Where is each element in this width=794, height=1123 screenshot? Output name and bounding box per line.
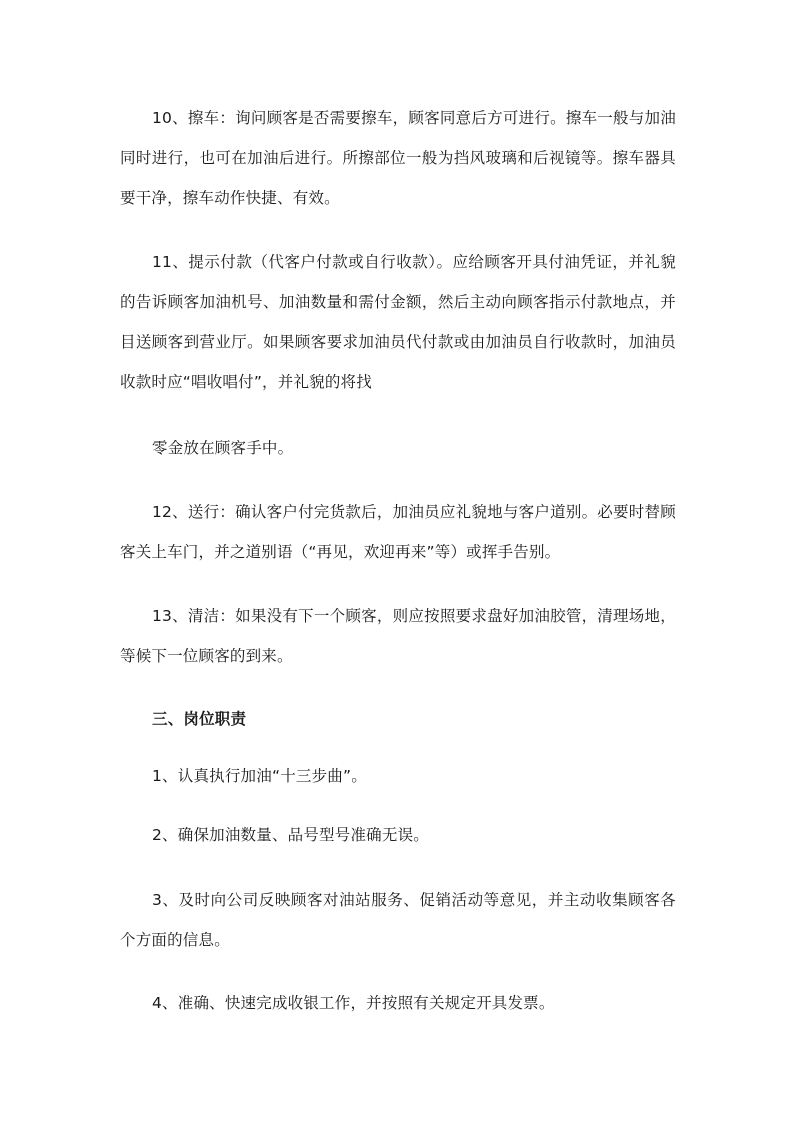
duty-item-3: 3、及时向公司反映顾客对油站服务、促销活动等意见，并主动收集顾客各个方面的信息。 xyxy=(120,891,676,949)
section-heading-job-duties: 三、岗位职责 xyxy=(152,710,247,728)
paragraph-step-13-cleanup: 13、清洁：如果没有下一个顾客，则应按照要求盘好加油胶管，清理场地，等候下一位顾客的到来。 xyxy=(120,607,676,665)
duty-item-4: 4、准确、快速完成收银工作，并按照有关规定开具发票。 xyxy=(152,994,555,1012)
paragraph-step-12-farewell: 12、送行：确认客户付完货款后，加油员应礼貌地与客户道别。必要时替顾客关上车门，并之道别语（“再见，欢迎再来”等）或挥手告别。 xyxy=(120,503,676,561)
paragraph-step-11-continued: 零金放在顾客手中。 xyxy=(152,439,294,457)
duty-item-1: 1、认真执行加油“十三步曲”。 xyxy=(152,767,367,785)
paragraph-step-10-wipe-car: 10、擦车：询问顾客是否需要擦车，顾客同意后方可进行。擦车一般与加油同时进行，也可在加油后进行。所擦部位一般为挡风玻璃和后视镜等。擦车器具要干净，擦车动作快捷、有效。 xyxy=(120,109,676,207)
duty-item-2: 2、确保加油数量、品号型号准确无误。 xyxy=(152,826,429,844)
paragraph-step-11-payment: 11、提示付款（代客户付款或自行收款）。应给顾客开具付油凭证，并礼貌的告诉顾客加油机号、加油数量和需付金额，然后主动向顾客指示付款地点，并目送顾客到营业厅。如果顾客要求加油员代付款或由加油员自行收款时，加油员收款时应“唱收唱付”，并礼貌的将找 xyxy=(120,253,676,391)
